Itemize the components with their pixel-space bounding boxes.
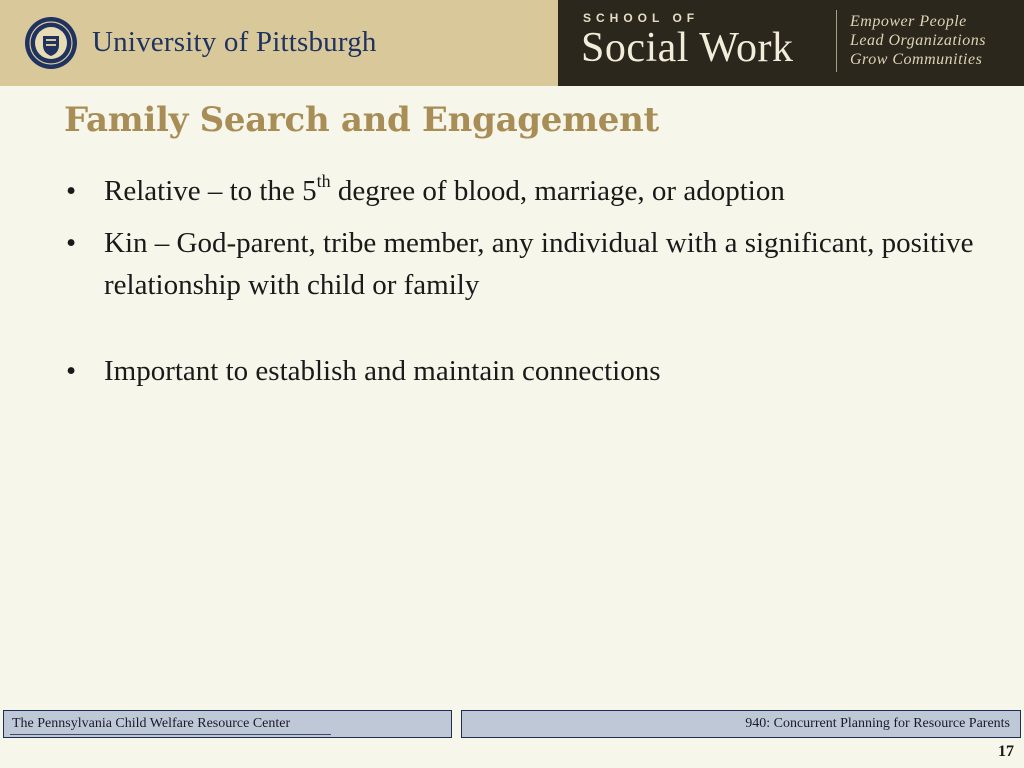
header-banner (0, 0, 1024, 86)
tagline-3: Grow Communities (850, 51, 983, 68)
bullet-text-cont: degree of blood, marriage, or adoption (330, 175, 785, 207)
header-divider (836, 10, 837, 72)
bullet-item-kin (60, 222, 990, 306)
footer-course: 940: Concurrent Planning for Resource Parents (745, 716, 1010, 731)
footer-course-box (461, 710, 1021, 738)
bullet-marker: • (66, 227, 77, 259)
footer-organization-box (3, 710, 452, 738)
bullet-item-connections (60, 350, 990, 392)
superscript: th (316, 171, 331, 192)
university-name: University of Pittsburgh (92, 26, 377, 58)
school-name: Social Work (581, 25, 794, 71)
bullet-list (60, 170, 990, 402)
footer-organization: The Pennsylvania Child Welfare Resource Center (12, 716, 291, 731)
bullet-marker: • (66, 355, 77, 387)
school-label: SCHOOL OF (583, 11, 700, 25)
footer-underline (10, 734, 331, 735)
bullet-text: Important to establish and maintain connections (104, 355, 661, 387)
tagline-2: Lead Organizations (850, 32, 986, 49)
bullet-item-relative (60, 170, 990, 212)
bullet-marker: • (66, 175, 77, 207)
university-band (0, 0, 558, 86)
tagline-1: Empower People (850, 13, 967, 30)
bullet-text: Kin – God-parent, tribe member, any individual with a significant, positive relationship with child or family (104, 227, 974, 301)
university-seal-icon (24, 16, 78, 70)
bullet-text: Relative – to the 5 (104, 175, 317, 207)
slide-title: Family Search and Engagement (64, 100, 659, 140)
page-number: 17 (998, 743, 1014, 760)
